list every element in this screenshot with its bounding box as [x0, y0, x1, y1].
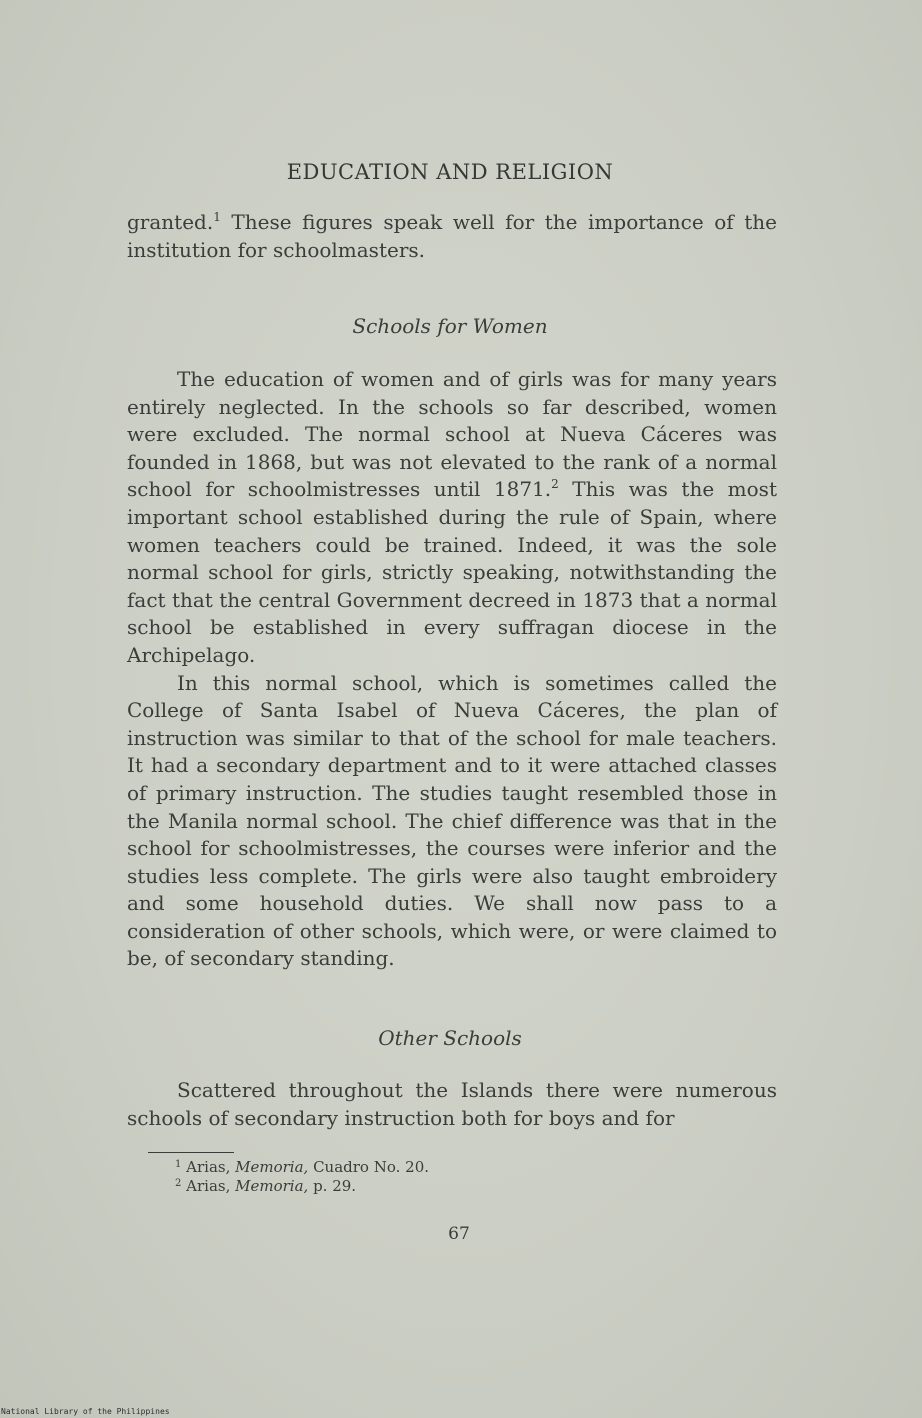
library-watermark: National Library of the Philippines — [1, 1407, 170, 1416]
footnote — [175, 1177, 429, 1196]
footnotes — [175, 1158, 429, 1196]
section-body-schools-for-women — [127, 366, 777, 973]
paragraph-text: granted. — [127, 210, 214, 234]
running-head: EDUCATION AND RELIGION — [286, 160, 614, 184]
footnote-detail: p. 29. — [308, 1177, 357, 1195]
section-body-other-schools — [127, 1077, 777, 1132]
paragraph — [127, 366, 777, 670]
footnote-author: Arias, — [186, 1177, 236, 1195]
footnote — [175, 1158, 429, 1177]
footnote-ref: 2 — [551, 477, 559, 492]
footnote-ref: 1 — [213, 210, 221, 224]
footnote-detail: Cuadro No. 20. — [308, 1158, 430, 1176]
footnote-mark: 2 — [175, 1178, 182, 1189]
paragraph: Scattered throughout the Islands there were numerous schools of secondary instruction both for boys and for — [127, 1078, 777, 1130]
page-number: 67 — [448, 1224, 470, 1244]
paragraph-text: This was the most important school established during the rule of Spain, where women teachers could be trained. Indeed, it was the sole normal school for girls, strictly speaking, notwithstanding the fact that the central Government decreed in 1873 that a normal school be established in every suffragan diocese in the Archipelago. — [127, 477, 777, 667]
paragraph: In this normal school, which is sometimes called the College of Santa Isabel of Nueva Cáceres, the plan of instruction was similar to that of the school for male teachers. It had a secondary department and to it were attached classes of primary instruction. The studies taught resembled those in the Manila normal school. The chief difference was that in the school for schoolmistresses, the courses were inferior and the studies less complete. The girls were also taught embroidery and some household duties. We shall now pass to a consideration of other schools, which were, or were claimed to be, of secondary standing. — [127, 670, 777, 971]
section-heading-other-schools: Other Schools — [378, 1026, 522, 1050]
opening-paragraph — [127, 209, 777, 264]
footnote-mark: 1 — [175, 1159, 182, 1170]
footnote-author: Arias, — [186, 1158, 236, 1176]
paragraph-text: These figures speak well for the importance of the institution for schoolmasters. — [127, 210, 777, 262]
paragraph-text: The education of women and of girls was for many years entirely neglected. In the schools so far described, women were excluded. The normal school at Nueva Cáceres was founded in 1868, but was not elevated to the rank of a normal school for schoolmistresses until 1871. — [127, 367, 777, 502]
footnote-rule — [148, 1152, 234, 1153]
footnote-work: Memoria, — [235, 1158, 309, 1176]
footnote-work: Memoria, — [235, 1177, 309, 1195]
section-heading-schools-for-women: Schools for Women — [352, 314, 548, 338]
